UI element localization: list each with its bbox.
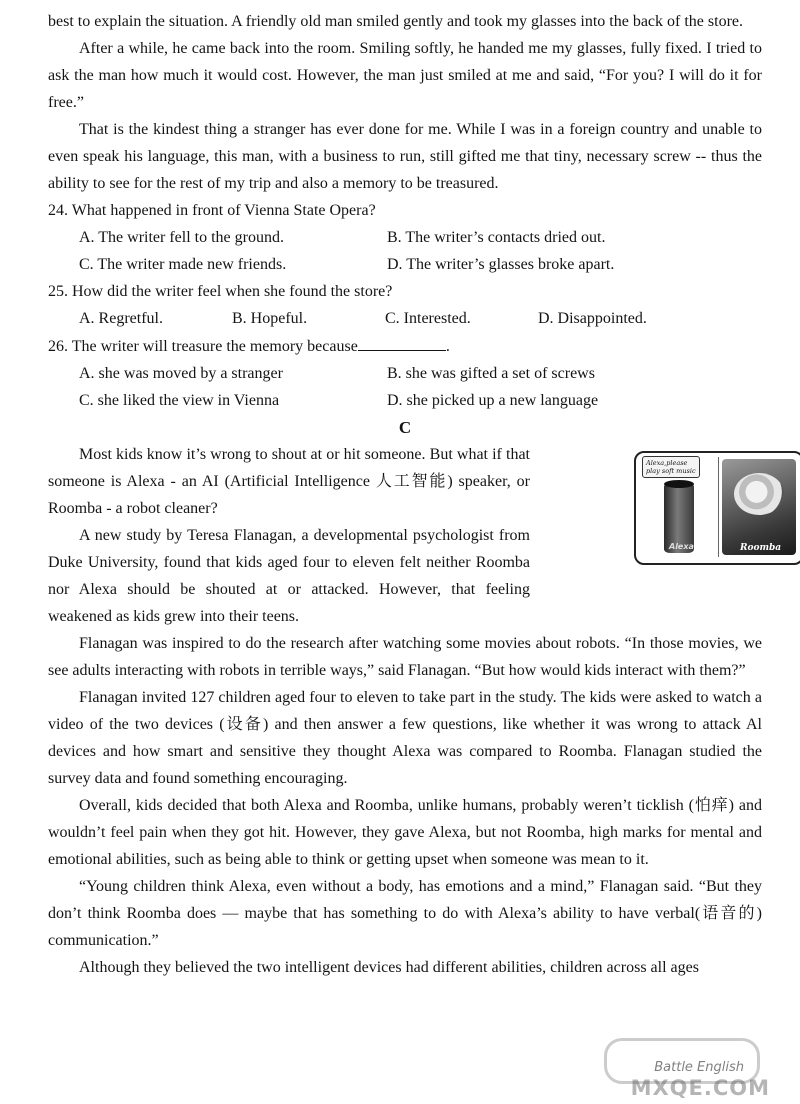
passage-b-paragraph-2: After a while, he came back into the room. Smiling softly, he handed me my glasses, fully fixed. I tried to ask the man how much it would cost. However, the man just smiled at me and said, “For you? I will do it for free.”	[48, 40, 762, 111]
option-d: D. Disappointed.	[538, 310, 647, 327]
watermark-url: MXQE.COM	[630, 1076, 770, 1100]
option-a: A. The writer fell to the ground.	[79, 229, 284, 246]
option-b: B. The writer’s contacts dried out.	[387, 229, 606, 246]
option-a: A. Regretful.	[79, 310, 163, 327]
option-c: C. The writer made new friends.	[79, 256, 287, 273]
passage-c-paragraph-3: Flanagan was inspired to do the research after watching some movies about robots. “In those movies, we see adults interacting with robots in terrible ways,” said Flanagan. “But how would kids interact with them?”	[48, 635, 762, 679]
passage-b-paragraph-1: best to explain the situation. A friendly old man smiled gently and took my glasses into the back of the store.	[48, 13, 743, 30]
question-options	[48, 305, 762, 332]
answer-blank	[358, 332, 446, 351]
question-stem: 24. What happened in front of Vienna State Opera?	[48, 202, 376, 219]
alexa-speech-caption: Alexa,please play soft music	[642, 456, 700, 478]
question-stem-line	[48, 332, 762, 360]
passage-c-paragraph-7: Although they believed the two intelligent devices had different abilities, children across all ages	[79, 959, 699, 976]
roomba-robot-image	[734, 473, 784, 515]
option-b: B. Hopeful.	[232, 310, 308, 327]
question-stem: 25. How did the writer feel when she found the store?	[48, 283, 393, 300]
option-c: C. she liked the view in Vienna	[79, 392, 280, 409]
question-stem-end: .	[445, 338, 450, 355]
question-stem: 26. The writer will treasure the memory because	[48, 338, 358, 355]
exam-page	[48, 8, 782, 981]
watermark-brand: Battle English	[654, 1060, 744, 1075]
roomba-label: Roomba	[740, 543, 782, 553]
question-26	[48, 332, 762, 414]
passage-c-intro	[48, 441, 782, 630]
passage-b-paragraph-3: That is the kindest thing a stranger has ever done for me. While I was in a foreign country and unable to even speak his language, this man, with a business to run, still gifted me that tiny, necessary screw -- thus the ability to see for the rest of my trip and also a memory to be treasured.	[48, 121, 762, 192]
passage-c-narrow-column	[48, 441, 530, 630]
option-c: C. Interested.	[385, 310, 471, 327]
alexa-label: Alexa	[669, 542, 694, 551]
option-a: A. she was moved by a stranger	[79, 365, 283, 382]
passage-c-paragraph-5: Overall, kids decided that both Alexa and Roomba, unlike humans, probably weren’t ticklish (怕痒) and wouldn’t feel pain when they got hit. However, they gave Alexa, but not Roomba, high marks for mental and emotional abilities, such as being able to think or getting upset when someone was mean to it.	[48, 797, 762, 868]
alexa-roomba-figure	[634, 451, 800, 565]
option-d: D. she picked up a new language	[387, 392, 599, 409]
passage-c-paragraph-6: “Young children think Alexa, even without a body, has emotions and a mind,” Flanagan said. “But they don’t think Roomba does — maybe that has something to do with Alexa’s ability to have verbal(语音的) communication.”	[48, 878, 762, 949]
question-25	[48, 278, 762, 332]
passage-c-paragraph-4: Flanagan invited 127 children aged four to eleven to take part in the study. The kids were asked to watch a video of the two devices (设备) and then answer a few questions, like whether it was wrong to attack Al devices and how smart and sensitive they thought Alexa was compared to Roomba. Flanagan studied the survey data and found something encouraging.	[48, 689, 762, 787]
figure-divider	[718, 457, 719, 557]
option-d: D. The writer’s glasses broke apart.	[387, 256, 615, 273]
section-heading: C	[398, 418, 412, 437]
watermark	[584, 1038, 774, 1100]
passage-c-paragraph-2: A new study by Teresa Flanagan, a developmental psychologist from Duke University, found that kids aged four to eleven felt neither Roomba nor Alexa should be shouted at or attacked. However, that feeling weakened as kids grew into their teens.	[48, 527, 530, 625]
question-24	[48, 197, 762, 278]
passage-c-paragraph-1: Most kids know it’s wrong to shout at or hit someone. But what if that someone is Alexa - an AI (Artificial Intelligence 人工智能) speaker, or Roomba - a robot cleaner?	[48, 446, 530, 517]
alexa-speaker-top	[664, 480, 694, 488]
question-options	[48, 360, 762, 414]
question-options	[48, 224, 762, 278]
option-b: B. she was gifted a set of screws	[387, 365, 595, 382]
